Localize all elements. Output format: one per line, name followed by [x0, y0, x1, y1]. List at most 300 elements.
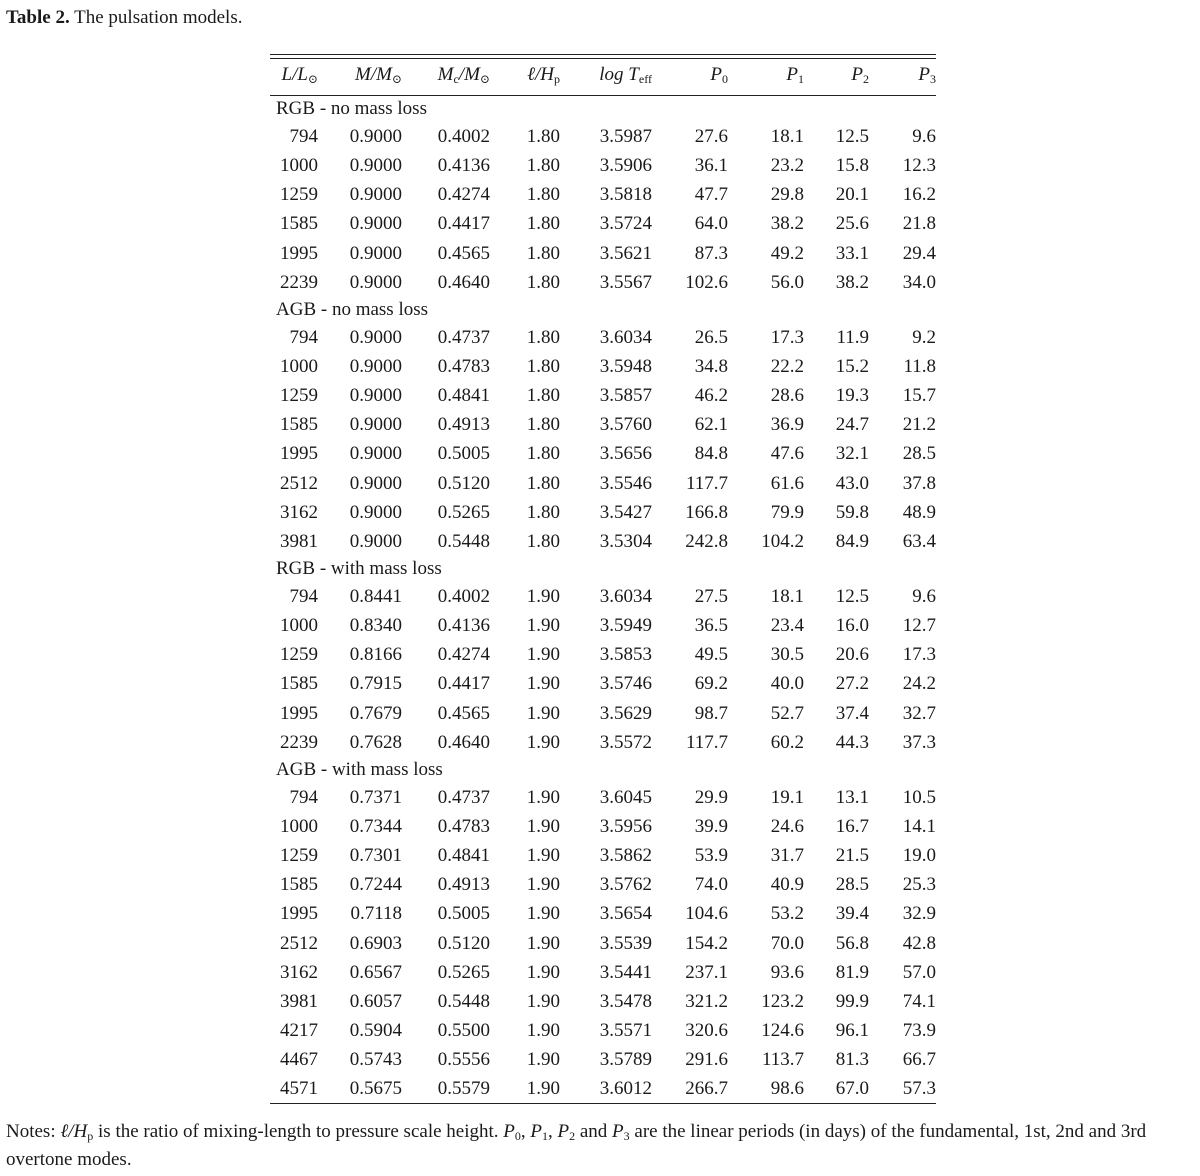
column-header-part: log T	[599, 64, 639, 85]
column-header	[728, 59, 804, 95]
table-cell: 24.6	[770, 816, 804, 838]
table-cell: 37.3	[902, 731, 936, 753]
table-cell: 57.3	[902, 1078, 936, 1100]
table-cell: 1.90	[526, 586, 560, 608]
table-cell: 98.6	[770, 1078, 804, 1100]
table-cell: 12.5	[835, 126, 869, 148]
table-cell: 96.1	[835, 1020, 869, 1041]
table-cell: 79.9	[770, 501, 804, 523]
table-cell: 3.5567	[599, 271, 652, 293]
table-cell: 102.6	[685, 271, 728, 293]
table-row	[270, 899, 936, 928]
table-cell: 0.9000	[349, 326, 402, 348]
table-cell: 242.8	[685, 530, 728, 552]
table-cell: 49.2	[770, 242, 804, 264]
table-cell: 3.5818	[599, 184, 652, 206]
table-cell: 0.4274	[437, 644, 490, 666]
table-caption	[6, 6, 242, 30]
table-cell: 0.5904	[349, 1020, 402, 1041]
table-cell: 1.90	[526, 1020, 560, 1041]
table-cell: 19.3	[835, 385, 869, 407]
table-row	[270, 640, 936, 669]
table-cell: 0.9000	[349, 356, 402, 378]
table-cell: 0.9000	[349, 530, 402, 552]
table-cell: 1.80	[526, 213, 560, 235]
table-cell: 98.7	[694, 702, 728, 724]
table-row	[270, 323, 936, 352]
table-row	[270, 1016, 936, 1045]
table-cell: 74.0	[694, 874, 728, 896]
table-row	[270, 699, 936, 728]
table-cell: 0.7915	[349, 673, 402, 695]
table-cell: 1.90	[526, 874, 560, 896]
column-header-part: 2	[863, 72, 869, 86]
column-header-part: M	[437, 64, 454, 85]
table-cell: 1.90	[526, 615, 560, 637]
column-header	[402, 59, 490, 95]
table-cell: 0.5579	[437, 1078, 490, 1100]
column-header	[490, 59, 560, 95]
notes-symbol-lhp: ℓ/H	[60, 1121, 88, 1142]
table-cell: 166.8	[685, 501, 728, 523]
table-cell: 12.3	[902, 155, 936, 177]
notes-symbol-lhp-sub: p	[87, 1129, 94, 1143]
table-cell: 0.5265	[437, 501, 490, 523]
section-title: AGB - no mass loss	[276, 298, 429, 320]
table-cell: 794	[289, 786, 318, 808]
table-cell: 13.1	[835, 786, 869, 808]
notes-p0: P	[503, 1121, 515, 1142]
table-cell: 0.4737	[437, 786, 490, 808]
table-cell: 0.5556	[437, 1049, 490, 1071]
table-cell: 32.7	[902, 702, 936, 724]
table-cell: 2239	[280, 731, 318, 753]
table-cell: 26.5	[694, 326, 728, 348]
table-cell: 40.9	[770, 874, 804, 896]
table-cell: 3.5427	[599, 501, 652, 523]
table-cell: 0.4913	[437, 414, 490, 436]
table-row	[270, 611, 936, 640]
table-cell: 3.5760	[599, 414, 652, 436]
table-cell: 56.8	[835, 932, 869, 954]
table-cell: 1.90	[526, 845, 560, 867]
table-cell: 0.4913	[437, 874, 490, 896]
table-row	[270, 582, 936, 611]
table-cell: 0.7344	[349, 816, 402, 838]
table-cell: 21.5	[835, 845, 869, 867]
table-cell: 17.3	[902, 644, 936, 666]
table-cell: 104.2	[761, 530, 804, 552]
table-cell: 3.5762	[599, 874, 652, 896]
table-cell: 32.1	[835, 443, 869, 465]
table-cell: 1.90	[526, 673, 560, 695]
pulsation-table	[270, 54, 936, 1104]
table-cell: 20.6	[835, 644, 869, 666]
table-cell: 0.7679	[349, 702, 402, 724]
table-cell: 1000	[280, 356, 318, 378]
table-cell: 1259	[280, 385, 318, 407]
table-cell: 23.4	[770, 615, 804, 637]
table-cell: 1259	[280, 845, 318, 867]
table-row	[270, 669, 936, 698]
table-cell: 29.4	[902, 242, 936, 264]
column-header	[270, 59, 318, 95]
table-cell: 3.5304	[599, 530, 652, 552]
table-cell: 34.0	[902, 271, 936, 293]
table-cell: 0.5500	[437, 1020, 490, 1041]
table-cell: 1.80	[526, 385, 560, 407]
table-cell: 0.5120	[437, 472, 490, 494]
table-cell: 3.5572	[599, 731, 652, 753]
table-cell: 29.8	[770, 184, 804, 206]
table-cell: 16.0	[835, 615, 869, 637]
table-cell: 0.4136	[437, 615, 490, 637]
table-cell: 1.90	[526, 702, 560, 724]
table-row	[270, 151, 936, 180]
table-cell: 2512	[280, 932, 318, 954]
table-row	[270, 958, 936, 987]
column-header-part: P	[851, 64, 863, 85]
notes-prefix: Notes:	[6, 1121, 61, 1142]
table-cell: 18.1	[770, 586, 804, 608]
table-row	[270, 239, 936, 268]
table-cell: 21.2	[902, 414, 936, 436]
table-cell: 64.0	[694, 213, 728, 235]
table-cell: 1.80	[526, 242, 560, 264]
table-cell: 0.5448	[437, 990, 490, 1012]
table-cell: 0.4565	[437, 702, 490, 724]
table-cell: 1.90	[526, 644, 560, 666]
column-header-part: ⊙	[307, 72, 318, 86]
table-cell: 46.2	[694, 385, 728, 407]
table-cell: 1259	[280, 644, 318, 666]
table-cell: 23.2	[770, 155, 804, 177]
table-cell: 0.4565	[437, 242, 490, 264]
table-cell: 0.9000	[349, 271, 402, 293]
table-cell: 794	[289, 126, 318, 148]
table-cell: 93.6	[770, 961, 804, 983]
table-cell: 39.9	[694, 816, 728, 838]
table-row	[270, 841, 936, 870]
column-header-part: /H	[535, 64, 554, 85]
table-cell: 0.5265	[437, 961, 490, 983]
table-cell: 3.6012	[599, 1078, 652, 1100]
table-cell: 0.9000	[349, 414, 402, 436]
table-cell: 1.80	[526, 501, 560, 523]
column-header-part: 0	[722, 72, 728, 86]
table-cell: 11.8	[903, 356, 936, 378]
table-cell: 0.9000	[349, 184, 402, 206]
table-cell: 0.4002	[437, 586, 490, 608]
table-cell: 3.5654	[599, 903, 652, 925]
table-cell: 0.9000	[349, 472, 402, 494]
table-cell: 1000	[280, 816, 318, 838]
table-cell: 20.1	[835, 184, 869, 206]
table-cell: 1995	[280, 903, 318, 925]
table-cell: 0.4640	[437, 271, 490, 293]
table-cell: 3.5629	[599, 702, 652, 724]
table-cell: 3.6034	[599, 586, 652, 608]
table-cell: 37.4	[835, 702, 869, 724]
header-row	[270, 59, 936, 95]
table-cell: 0.4783	[437, 816, 490, 838]
table-cell: 3.5857	[599, 385, 652, 407]
table-cell: 1.80	[526, 530, 560, 552]
table-cell: 3.5853	[599, 644, 652, 666]
table-cell: 66.7	[902, 1049, 936, 1071]
table-cell: 1.80	[526, 443, 560, 465]
table-row	[270, 870, 936, 899]
table-cell: 3981	[280, 990, 318, 1012]
table-cell: 47.7	[694, 184, 728, 206]
caption-text: The pulsation models.	[74, 7, 243, 28]
table-row	[270, 812, 936, 841]
column-header-part: P	[918, 64, 930, 85]
table-cell: 0.4737	[437, 326, 490, 348]
table-cell: 24.2	[902, 673, 936, 695]
notes-text-2: are the linear periods (in days) of the fundamental, 1st, 2nd and 3rd overtone modes.	[6, 1121, 1147, 1170]
table-cell: 28.6	[770, 385, 804, 407]
notes-sep-2: ,	[547, 1121, 558, 1142]
table-row	[270, 180, 936, 209]
table-cell: 0.8441	[349, 586, 402, 608]
table-cell: 0.4841	[437, 845, 490, 867]
table-cell: 10.5	[902, 786, 936, 808]
table-cell: 1585	[280, 874, 318, 896]
table-cell: 44.3	[835, 731, 869, 753]
table-cell: 1.90	[526, 816, 560, 838]
table-cell: 17.3	[770, 326, 804, 348]
column-header	[804, 59, 869, 95]
table-notes	[6, 1120, 1196, 1172]
table-cell: 3.5546	[599, 472, 652, 494]
column-header-part: /L	[292, 64, 308, 85]
table-cell: 4571	[280, 1078, 318, 1100]
table-body	[270, 96, 936, 1103]
table-cell: 40.0	[770, 673, 804, 695]
table-cell: 43.0	[835, 472, 869, 494]
notes-p3-sub: 3	[623, 1129, 630, 1143]
table-cell: 25.6	[835, 213, 869, 235]
table-cell: 0.4417	[437, 213, 490, 235]
table-cell: 29.9	[694, 786, 728, 808]
table-cell: 61.6	[770, 472, 804, 494]
column-header-part: c	[453, 72, 459, 86]
table-cell: 3.6045	[599, 786, 652, 808]
table-cell: 794	[289, 586, 318, 608]
notes-p1: P	[530, 1121, 542, 1142]
data-table	[270, 59, 936, 1103]
table-cell: 37.8	[902, 472, 936, 494]
table-cell: 291.6	[685, 1049, 728, 1071]
table-cell: 320.6	[685, 1020, 728, 1041]
table-cell: 25.3	[902, 874, 936, 896]
table-row	[270, 1045, 936, 1074]
table-cell: 3.5539	[599, 932, 652, 954]
table-cell: 0.7301	[349, 845, 402, 867]
table-cell: 3.5746	[599, 673, 652, 695]
table-cell: 0.7628	[349, 731, 402, 753]
table-cell: 1585	[280, 673, 318, 695]
column-header	[652, 59, 728, 95]
table-cell: 73.9	[902, 1020, 936, 1041]
table-cell: 16.2	[902, 184, 936, 206]
table-cell: 1259	[280, 184, 318, 206]
table-row	[270, 498, 936, 527]
table-cell: 1995	[280, 702, 318, 724]
table-cell: 53.9	[694, 845, 728, 867]
table-cell: 0.4841	[437, 385, 490, 407]
table-cell: 0.6903	[349, 932, 402, 954]
table-cell: 84.9	[835, 530, 869, 552]
table-cell: 4467	[280, 1049, 318, 1071]
table-cell: 1.80	[526, 155, 560, 177]
table-row	[270, 929, 936, 958]
table-cell: 53.2	[770, 903, 804, 925]
table-cell: 1.90	[526, 990, 560, 1012]
column-header-part: P	[710, 64, 722, 85]
table-cell: 28.5	[902, 443, 936, 465]
section-title: AGB - with mass loss	[276, 758, 443, 780]
table-cell: 1.80	[526, 356, 560, 378]
table-cell: 81.3	[835, 1049, 869, 1071]
table-row	[270, 381, 936, 410]
table-cell: 36.1	[694, 155, 728, 177]
table-cell: 2512	[280, 472, 318, 494]
table-cell: 16.7	[835, 816, 869, 838]
table-row	[270, 410, 936, 439]
table-cell: 33.1	[835, 242, 869, 264]
table-row	[270, 209, 936, 238]
table-cell: 1000	[280, 615, 318, 637]
table-cell: 1.80	[526, 184, 560, 206]
column-header-part: 1	[798, 72, 804, 86]
table-cell: 0.4274	[437, 184, 490, 206]
table-cell: 36.5	[694, 615, 728, 637]
table-row	[270, 122, 936, 151]
section-header-row	[270, 96, 936, 122]
table-cell: 117.7	[685, 731, 728, 753]
table-cell: 1.80	[526, 326, 560, 348]
table-cell: 0.4417	[437, 673, 490, 695]
table-cell: 0.4136	[437, 155, 490, 177]
table-cell: 48.9	[902, 501, 936, 523]
table-cell: 1.90	[526, 731, 560, 753]
table-cell: 1.90	[526, 932, 560, 954]
table-cell: 3.5987	[599, 126, 652, 148]
table-cell: 0.9000	[349, 242, 402, 264]
table-row	[270, 783, 936, 812]
notes-p1-sub: 1	[541, 1129, 548, 1143]
table-cell: 31.7	[770, 845, 804, 867]
table-cell: 22.2	[770, 356, 804, 378]
table-cell: 113.7	[761, 1049, 804, 1071]
table-cell: 19.0	[902, 845, 936, 867]
table-cell: 123.2	[761, 990, 804, 1012]
table-cell: 27.5	[694, 586, 728, 608]
column-header-part: ℓ	[527, 64, 535, 85]
column-header-part: /M	[370, 64, 392, 85]
table-cell: 0.5005	[437, 903, 490, 925]
table-cell: 154.2	[685, 932, 728, 954]
notes-p2: P	[557, 1121, 570, 1142]
table-cell: 9.6	[912, 126, 936, 148]
table-cell: 15.8	[835, 155, 869, 177]
table-cell: 24.7	[835, 414, 869, 436]
table-row	[270, 268, 936, 297]
table-row	[270, 439, 936, 468]
table-cell: 15.2	[835, 356, 869, 378]
column-header-part: P	[786, 64, 798, 85]
column-header	[318, 59, 402, 95]
table-cell: 1.90	[526, 1078, 560, 1100]
table-cell: 0.7244	[349, 874, 402, 896]
table-cell: 3.5478	[599, 990, 652, 1012]
table-cell: 3.5724	[599, 213, 652, 235]
table-cell: 9.6	[912, 586, 936, 608]
table-cell: 21.8	[902, 213, 936, 235]
table-cell: 0.7118	[350, 903, 402, 925]
table-cell: 81.9	[835, 961, 869, 983]
table-cell: 1.80	[526, 472, 560, 494]
table-cell: 2239	[280, 271, 318, 293]
table-cell: 19.1	[770, 786, 804, 808]
table-cell: 39.4	[835, 903, 869, 925]
table-cell: 62.1	[694, 414, 728, 436]
table-cell: 52.7	[770, 702, 804, 724]
table-cell: 87.3	[694, 242, 728, 264]
column-header-part: 3	[930, 72, 936, 86]
column-header-part: ⊙	[479, 72, 490, 86]
table-top-rule	[270, 54, 936, 55]
table-cell: 794	[289, 326, 318, 348]
table-cell: 0.8166	[349, 644, 402, 666]
table-cell: 28.5	[835, 874, 869, 896]
table-cell: 27.6	[694, 126, 728, 148]
table-cell: 237.1	[685, 961, 728, 983]
table-cell: 1000	[280, 155, 318, 177]
notes-text-1: is the ratio of mixing-length to pressure scale height.	[93, 1121, 504, 1142]
table-cell: 3162	[280, 501, 318, 523]
section-header-row	[270, 297, 936, 323]
table-cell: 1585	[280, 414, 318, 436]
table-cell: 1.90	[526, 961, 560, 983]
table-cell: 3.5441	[599, 961, 652, 983]
table-cell: 1995	[280, 242, 318, 264]
table-cell: 117.7	[685, 472, 728, 494]
table-cell: 34.8	[694, 356, 728, 378]
table-cell: 38.2	[835, 271, 869, 293]
table-cell: 70.0	[770, 932, 804, 954]
section-title: RGB - with mass loss	[276, 557, 442, 579]
column-header-part: p	[554, 72, 560, 86]
notes-p0-sub: 0	[514, 1129, 521, 1143]
table-cell: 42.8	[902, 932, 936, 954]
table-cell: 36.9	[770, 414, 804, 436]
table-cell: 63.4	[902, 530, 936, 552]
column-header-part: L	[281, 64, 293, 85]
table-cell: 0.4002	[437, 126, 490, 148]
table-cell: 56.0	[770, 271, 804, 293]
table-row	[270, 987, 936, 1016]
table-cell: 32.9	[902, 903, 936, 925]
table-cell: 3.5948	[599, 356, 652, 378]
section-header-row	[270, 757, 936, 783]
table-cell: 124.6	[761, 1020, 804, 1041]
table-row	[270, 469, 936, 498]
table-cell: 14.1	[902, 816, 936, 838]
table-cell: 15.7	[902, 385, 936, 407]
